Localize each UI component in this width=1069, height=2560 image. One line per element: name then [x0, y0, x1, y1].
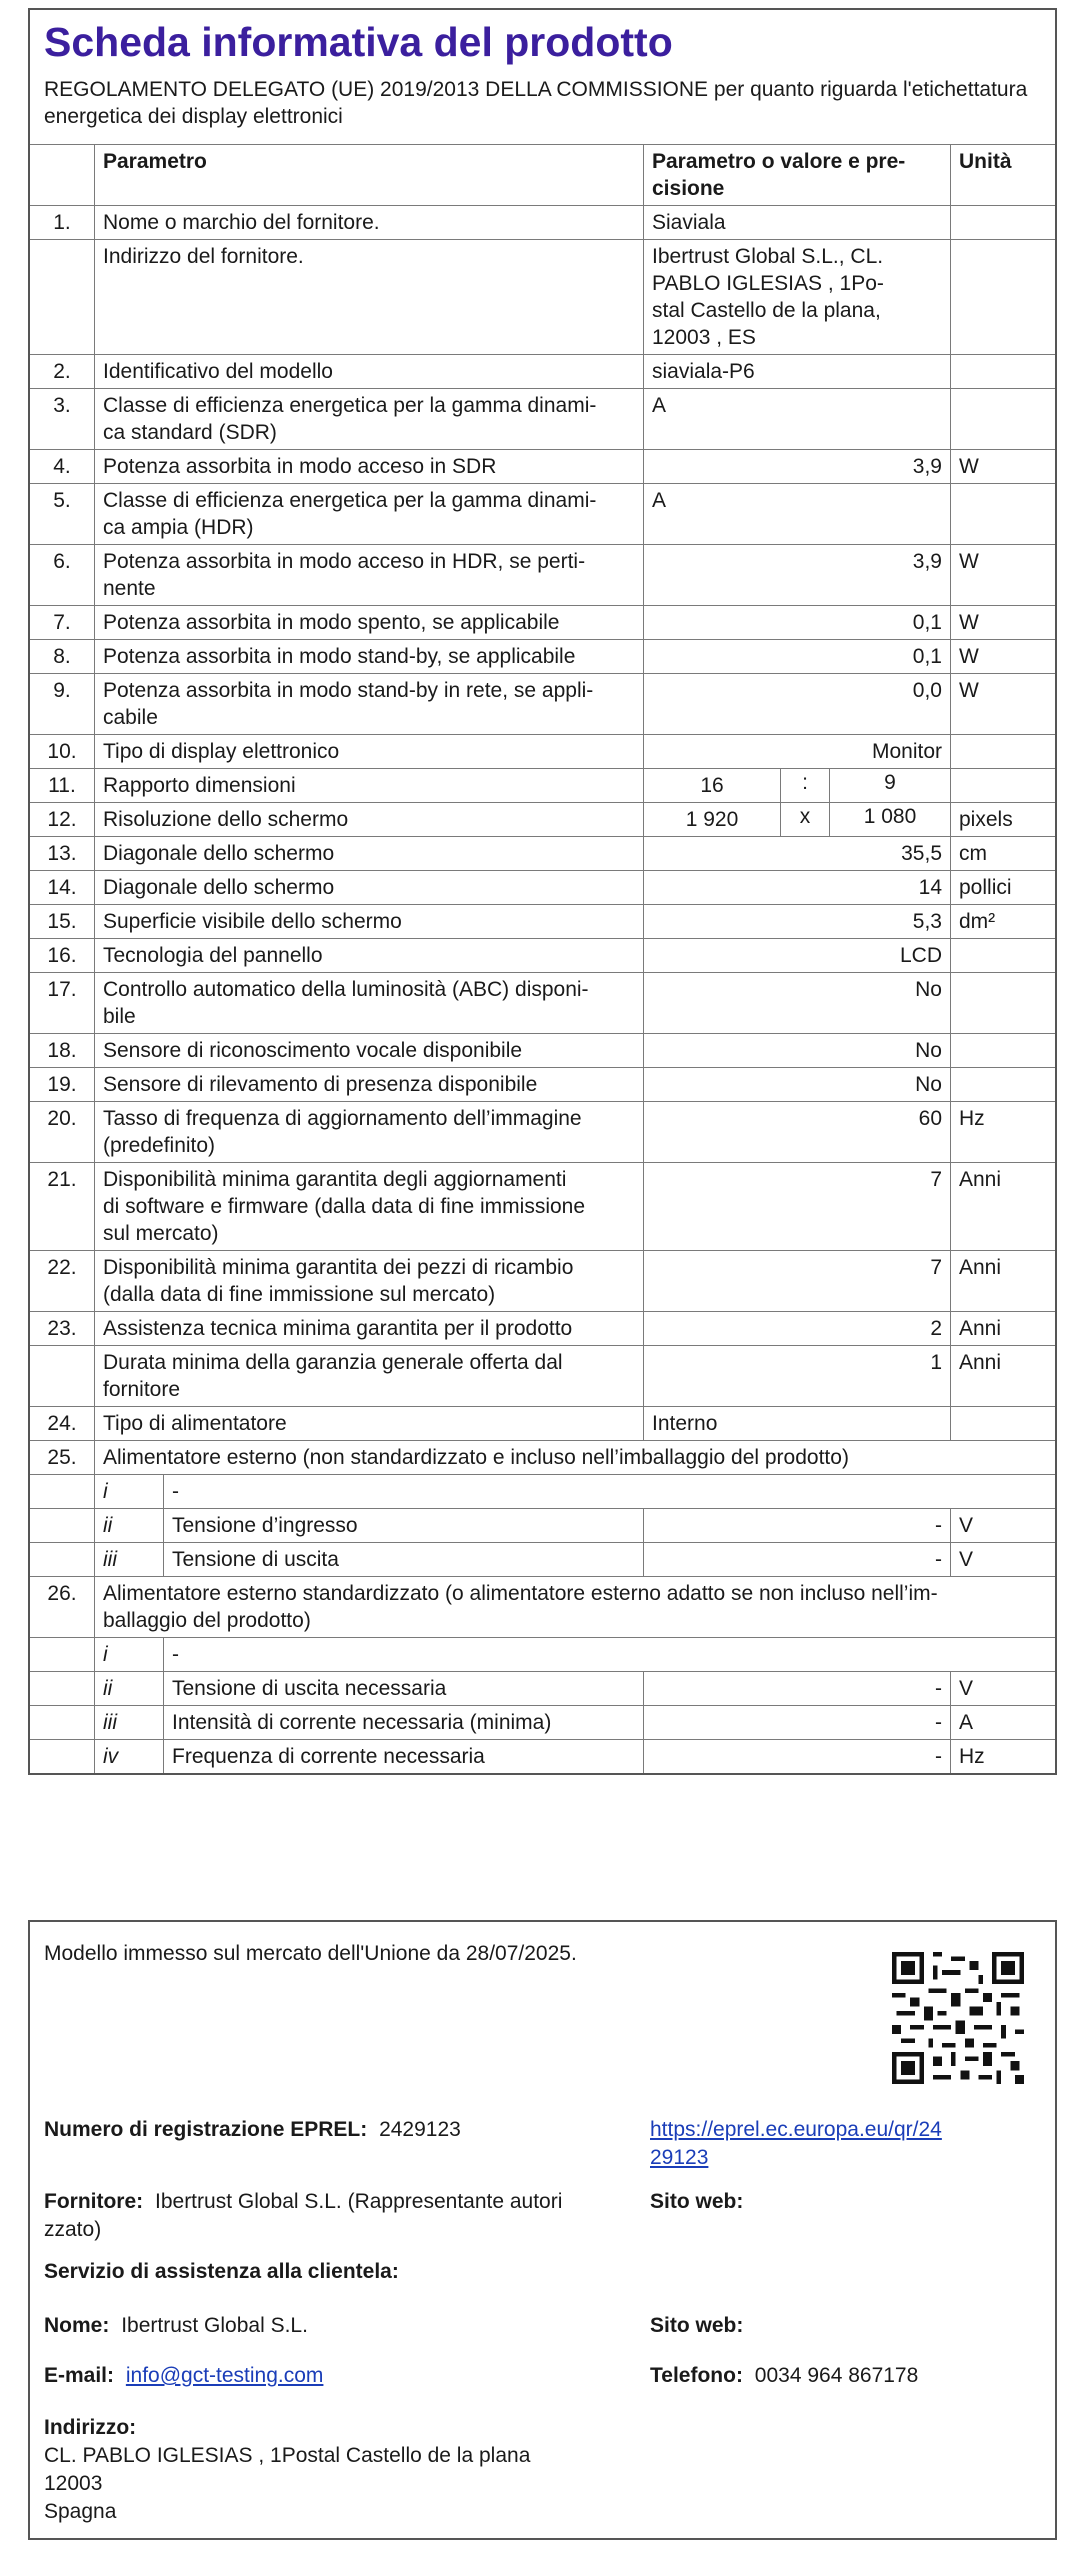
row-parameter: Diagonale dello schermo — [95, 837, 644, 871]
email-link[interactable]: info@gct-testing.com — [125, 2364, 324, 2387]
row-value-pair — [644, 803, 951, 837]
row-value: Monitor — [644, 735, 951, 769]
row-value: 5,3 — [644, 905, 951, 939]
sub-parameter: Frequenza di corrente necessaria — [172, 1745, 485, 1768]
sub-unit: V — [951, 1672, 1056, 1706]
table-row — [30, 450, 1055, 484]
table-row — [30, 803, 1055, 837]
phone-value: 0034 964 867178 — [754, 2364, 919, 2387]
sub-index: i — [95, 1638, 164, 1671]
row-number: 12. — [30, 803, 95, 837]
row-number: 25. — [30, 1441, 95, 1475]
row-unit: W — [951, 545, 1056, 606]
sub-value: - — [644, 1543, 951, 1577]
row-unit — [951, 939, 1056, 973]
row-number: 9. — [30, 674, 95, 735]
sub-unit: Hz — [951, 1740, 1056, 1774]
row-number: 5. — [30, 484, 95, 545]
row-number: 3. — [30, 389, 95, 450]
row-number: 15. — [30, 905, 95, 939]
phone-label: Telefono: — [650, 2364, 743, 2387]
table-subrow — [30, 1638, 1055, 1672]
row-value-a: 16 — [644, 769, 781, 802]
table-subrow — [30, 1475, 1055, 1509]
row-value: Siaviala — [644, 206, 951, 240]
row-number: 17. — [30, 973, 95, 1034]
row-value: 1 — [644, 1346, 951, 1407]
row-parameter: Sensore di riconoscimento vocale disponibile — [95, 1034, 644, 1068]
table-header-row — [30, 145, 1055, 206]
row-value: A — [644, 389, 951, 450]
row-value-pair — [644, 769, 951, 803]
row-parameter: Potenza assorbita in modo acceso in HDR, se perti- nente — [95, 545, 644, 606]
row-number: 1. — [30, 206, 95, 240]
sub-unit: V — [951, 1509, 1056, 1543]
table-row — [30, 1441, 1055, 1475]
page-title: Scheda informativa del prodotto — [44, 19, 673, 65]
row-unit: W — [951, 450, 1056, 484]
table-row — [30, 1251, 1055, 1312]
table-row — [30, 735, 1055, 769]
website-label: Sito web: — [650, 2190, 744, 2213]
sub-parameter: Tensione di uscita necessaria — [172, 1677, 447, 1700]
table-row — [30, 1407, 1055, 1441]
row-number: 8. — [30, 640, 95, 674]
eprel-label: Numero di registrazione EPREL: — [44, 2118, 368, 2141]
row-parameter: Controllo automatico della luminosità (ABC) disponi- bile — [95, 973, 644, 1034]
table-subrow — [30, 1706, 1055, 1740]
row-number: 13. — [30, 837, 95, 871]
row-parameter: Sensore di rilevamento di presenza disponibile — [95, 1068, 644, 1102]
market-date: Modello immesso sul mercato dell'Unione da 28/07/2025. — [44, 1942, 577, 1965]
footer-panel — [28, 1920, 1057, 2540]
row-parameter: Indirizzo del fornitore. — [95, 240, 644, 355]
row-parameter: Tipo di display elettronico — [95, 735, 644, 769]
row-value: 0,1 — [644, 606, 951, 640]
table-row — [30, 389, 1055, 450]
row-parameter: Potenza assorbita in modo acceso in SDR — [95, 450, 644, 484]
row-number: 23. — [30, 1312, 95, 1346]
product-information-sheet — [28, 8, 1057, 1775]
row-parameter: Potenza assorbita in modo spento, se applicabile — [95, 606, 644, 640]
customer-service-title: Servizio di assistenza alla clientela: — [44, 2260, 399, 2283]
row-number: 22. — [30, 1251, 95, 1312]
table-row — [30, 905, 1055, 939]
header-unit: Unità — [951, 145, 1056, 206]
row-value: 3,9 — [644, 545, 951, 606]
row-value: No — [644, 1068, 951, 1102]
row-value-b: 1 080 — [863, 805, 917, 828]
row-value: 7 — [644, 1163, 951, 1251]
row-value: Ibertrust Global S.L., CL. PABLO IGLESIAS , 1Po- stal Castello de la plana, 12003 , ES — [644, 240, 951, 355]
row-unit — [951, 240, 1056, 355]
sub-value: - — [644, 1740, 951, 1774]
row-number: 10. — [30, 735, 95, 769]
header-param: Parametro — [95, 145, 644, 206]
row-value: 7 — [644, 1251, 951, 1312]
eprel-number: 2429123 — [379, 2118, 461, 2141]
address-label: Indirizzo: — [44, 2416, 137, 2439]
row-parameter: Durata minima della garanzia generale offerta dal fornitore — [95, 1346, 644, 1407]
sub-parameter: - — [172, 1643, 179, 1666]
row-unit: Hz — [951, 1102, 1056, 1163]
row-value: 0,1 — [644, 640, 951, 674]
row-number: 26. — [30, 1577, 95, 1638]
sub-unit: V — [951, 1543, 1056, 1577]
table-row — [30, 1577, 1055, 1638]
table-row — [30, 1346, 1055, 1407]
row-unit — [951, 1068, 1056, 1102]
name-label: Nome: — [44, 2314, 110, 2337]
row-parameter: Assistenza tecnica minima garantita per il prodotto — [95, 1312, 644, 1346]
table-row — [30, 939, 1055, 973]
sub-index: iv — [95, 1740, 164, 1773]
row-unit: W — [951, 640, 1056, 674]
spec-table — [30, 144, 1055, 1773]
row-number: 18. — [30, 1034, 95, 1068]
table-row — [30, 484, 1055, 545]
row-parameter: Rapporto dimensioni — [95, 769, 644, 803]
row-number — [30, 240, 95, 355]
row-unit — [951, 769, 1056, 803]
row-value: No — [644, 973, 951, 1034]
sub-index: iii — [95, 1543, 164, 1576]
row-value: 60 — [644, 1102, 951, 1163]
row-parameter: Tipo di alimentatore — [95, 1407, 644, 1441]
row-parameter: Identificativo del modello — [95, 355, 644, 389]
regulation-reference: REGOLAMENTO DELEGATO (UE) 2019/2013 DELLA COMMISSIONE per quanto riguarda l'etichettatura energetica dei display elettronici — [44, 78, 1028, 128]
row-number: 11. — [30, 769, 95, 803]
row-unit: W — [951, 606, 1056, 640]
row-unit — [951, 206, 1056, 240]
row-unit — [951, 1407, 1056, 1441]
name-value: Ibertrust Global S.L. — [121, 2314, 308, 2337]
row-unit — [951, 484, 1056, 545]
table-row — [30, 1102, 1055, 1163]
row-number: 16. — [30, 939, 95, 973]
row-value: siaviala-P6 — [644, 355, 951, 389]
sub-parameter: - — [172, 1480, 179, 1503]
row-unit: pixels — [951, 803, 1056, 837]
table-row — [30, 206, 1055, 240]
table-row — [30, 355, 1055, 389]
row-parameter: Disponibilità minima garantita degli aggiornamenti di software e firmware (dalla data di fine immissione sul mercato) — [95, 1163, 644, 1251]
row-unit — [951, 355, 1056, 389]
row-number: 14. — [30, 871, 95, 905]
eprel-link[interactable]: https://eprel.ec.europa.eu/qr/24 29123 — [650, 2118, 942, 2169]
sub-value: - — [644, 1672, 951, 1706]
row-value-b: 9 — [884, 771, 896, 794]
row-value-separator: x — [781, 803, 830, 836]
sub-parameter: Tensione di uscita — [172, 1548, 339, 1571]
row-number: 2. — [30, 355, 95, 389]
row-number: 4. — [30, 450, 95, 484]
table-row — [30, 973, 1055, 1034]
table-row — [30, 871, 1055, 905]
supplier-value: Ibertrust Global S.L. (Rappresentante autori zzato) — [44, 2190, 563, 2241]
table-row — [30, 674, 1055, 735]
row-parameter: Alimentatore esterno standardizzato (o alimentatore esterno adatto se non incluso nell’im- ballaggio del prodotto) — [95, 1577, 1056, 1638]
row-unit: Anni — [951, 1312, 1056, 1346]
table-row — [30, 1034, 1055, 1068]
row-unit: Anni — [951, 1251, 1056, 1312]
row-parameter: Disponibilità minima garantita dei pezzi di ricambio (dalla data di fine immissione sul mercato) — [95, 1251, 644, 1312]
supplier-label: Fornitore: — [44, 2190, 144, 2213]
row-parameter: Alimentatore esterno (non standardizzato e incluso nell’imballaggio del prodotto) — [95, 1441, 1056, 1475]
row-unit: Anni — [951, 1163, 1056, 1251]
sub-index: ii — [95, 1509, 164, 1542]
address-value: CL. PABLO IGLESIAS , 1Postal Castello de la plana 12003 Spagna — [44, 2444, 531, 2523]
row-unit — [951, 389, 1056, 450]
row-parameter: Classe di efficienza energetica per la gamma dinami- ca ampia (HDR) — [95, 484, 644, 545]
sub-unit: A — [951, 1706, 1056, 1740]
row-value: A — [644, 484, 951, 545]
row-unit — [951, 735, 1056, 769]
table-subrow — [30, 1509, 1055, 1543]
row-number — [30, 1346, 95, 1407]
table-subrow — [30, 1672, 1055, 1706]
row-number: 7. — [30, 606, 95, 640]
row-unit: W — [951, 674, 1056, 735]
row-value: 14 — [644, 871, 951, 905]
row-value: No — [644, 1034, 951, 1068]
sub-parameter: Tensione d’ingresso — [172, 1514, 358, 1537]
email-label: E-mail: — [44, 2364, 115, 2387]
sub-parameter: Intensità di corrente necessaria (minima) — [172, 1711, 552, 1734]
row-value-separator: : — [781, 769, 830, 802]
qr-code-icon — [892, 1952, 1024, 2084]
table-row — [30, 240, 1055, 355]
row-number: 20. — [30, 1102, 95, 1163]
table-row — [30, 1312, 1055, 1346]
row-value: 3,9 — [644, 450, 951, 484]
row-parameter: Potenza assorbita in modo stand-by, se applicabile — [95, 640, 644, 674]
sub-index: ii — [95, 1672, 164, 1705]
row-number: 6. — [30, 545, 95, 606]
row-parameter: Risoluzione dello schermo — [95, 803, 644, 837]
row-value: LCD — [644, 939, 951, 973]
table-row — [30, 837, 1055, 871]
sub-value: - — [644, 1509, 951, 1543]
row-number: 21. — [30, 1163, 95, 1251]
row-parameter: Tasso di frequenza di aggiornamento dell’immagine (predefinito) — [95, 1102, 644, 1163]
row-number: 19. — [30, 1068, 95, 1102]
row-unit — [951, 1034, 1056, 1068]
row-parameter: Potenza assorbita in modo stand-by in rete, se appli- cabile — [95, 674, 644, 735]
row-parameter: Classe di efficienza energetica per la gamma dinami- ca standard (SDR) — [95, 389, 644, 450]
table-subrow — [30, 1543, 1055, 1577]
row-value: 35,5 — [644, 837, 951, 871]
row-parameter: Diagonale dello schermo — [95, 871, 644, 905]
sub-index: i — [95, 1475, 164, 1508]
row-parameter: Nome o marchio del fornitore. — [95, 206, 644, 240]
row-unit — [951, 973, 1056, 1034]
row-value: 2 — [644, 1312, 951, 1346]
row-number: 24. — [30, 1407, 95, 1441]
table-row — [30, 606, 1055, 640]
table-row — [30, 545, 1055, 606]
row-unit: pollici — [951, 871, 1056, 905]
table-row — [30, 640, 1055, 674]
table-row — [30, 1068, 1055, 1102]
row-unit: Anni — [951, 1346, 1056, 1407]
table-subrow — [30, 1740, 1055, 1774]
table-row — [30, 1163, 1055, 1251]
row-parameter: Tecnologia del pannello — [95, 939, 644, 973]
table-row — [30, 769, 1055, 803]
row-value-a: 1 920 — [644, 803, 781, 836]
row-value: Interno — [644, 1407, 951, 1441]
sub-index: iii — [95, 1706, 164, 1739]
row-unit: dm² — [951, 905, 1056, 939]
website-label-2: Sito web: — [650, 2314, 744, 2337]
row-parameter: Superficie visibile dello schermo — [95, 905, 644, 939]
row-value: 0,0 — [644, 674, 951, 735]
header-value: Parametro o valore e pre- cisione — [644, 145, 951, 206]
row-unit: cm — [951, 837, 1056, 871]
sub-value: - — [644, 1706, 951, 1740]
